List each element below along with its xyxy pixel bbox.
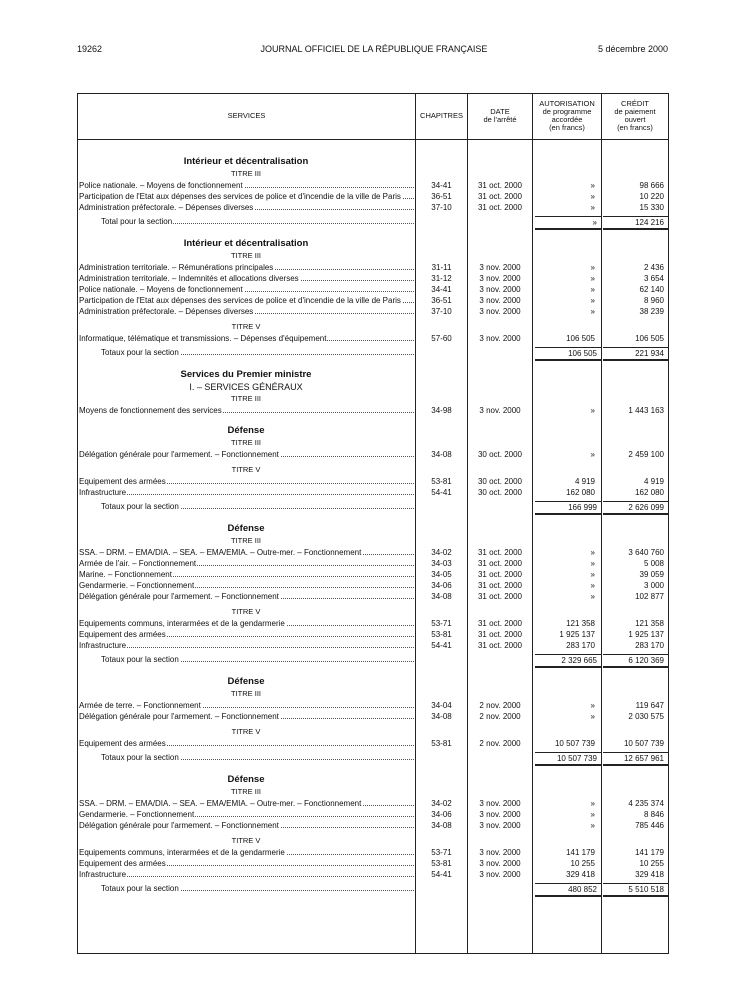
total-label — [101, 347, 415, 358]
row-date: 31 oct. 2000 — [477, 559, 523, 568]
titre-heading: TITRE V — [231, 465, 261, 474]
row-credit: 106 505 — [635, 334, 664, 343]
row-date: 3 nov. 2000 — [479, 263, 521, 272]
row-autorisation: » — [590, 712, 595, 721]
row-chapitre: 34-08 — [431, 592, 452, 601]
table-row — [77, 476, 669, 487]
row-label-text: Equipements communs, interarmées et de la gendarmerie — [79, 619, 285, 628]
row-label-text: Equipement des armées — [79, 630, 166, 639]
total-label-text: Total pour la section — [101, 217, 173, 226]
total-row — [77, 347, 669, 358]
row-label-text: Participation de l'Etat aux dépenses des services de police et d'incendie de la ville de Paris — [79, 296, 401, 305]
titre-heading: TITRE III — [231, 394, 261, 403]
row-date: 3 nov. 2000 — [479, 821, 521, 830]
row-label — [79, 262, 415, 273]
row-autorisation: 4 919 — [574, 477, 595, 486]
row-date: 31 oct. 2000 — [477, 192, 523, 201]
row-autorisation: » — [590, 406, 595, 415]
row-autorisation: » — [590, 592, 595, 601]
row-label — [79, 858, 415, 869]
row-label-text: Participation de l'Etat aux dépenses des services de police et d'incendie de la ville de Paris — [79, 192, 401, 201]
table-row — [77, 711, 669, 722]
row-date: 3 nov. 2000 — [479, 296, 521, 305]
row-date: 3 nov. 2000 — [479, 870, 521, 879]
table-row — [77, 306, 669, 317]
column-header-credit-line: CRÉDIT — [621, 99, 649, 108]
table-row — [77, 798, 669, 809]
section-title: Intérieur et décentralisation — [183, 156, 309, 167]
row-date: 31 oct. 2000 — [477, 181, 523, 190]
column-header-autorisation — [533, 96, 601, 136]
total-label-text: Totaux pour la section — [101, 502, 179, 511]
row-credit: 10 220 — [639, 192, 664, 201]
row-date: 2 nov. 2000 — [479, 739, 521, 748]
table-row — [77, 869, 669, 880]
table-row — [77, 547, 669, 558]
titre-heading: TITRE III — [231, 438, 261, 447]
total-credit: 5 510 518 — [603, 883, 668, 897]
row-chapitre: 34-41 — [431, 285, 452, 294]
column-header-chapitres-label: CHAPITRES — [420, 111, 463, 120]
column-header-credit-line: ouvert — [624, 115, 646, 124]
total-credit: 6 120 369 — [603, 654, 668, 668]
row-date: 3 nov. 2000 — [479, 848, 521, 857]
section-title: Défense — [227, 676, 265, 687]
row-label-text: Equipement des armées — [79, 477, 166, 486]
row-autorisation: 162 080 — [566, 488, 595, 497]
row-credit: 2 436 — [643, 263, 664, 272]
table-row — [77, 591, 669, 602]
titre-heading: TITRE III — [231, 689, 261, 698]
row-label — [79, 284, 415, 295]
row-credit: 98 666 — [639, 181, 664, 190]
row-date: 31 oct. 2000 — [477, 548, 523, 557]
row-autorisation: » — [590, 285, 595, 294]
row-date: 30 oct. 2000 — [477, 477, 523, 486]
total-row — [77, 501, 669, 512]
column-header-credit-line: (en francs) — [617, 123, 653, 132]
row-chapitre: 34-02 — [431, 548, 452, 557]
issue-date: 5 décembre 2000 — [597, 44, 668, 54]
row-autorisation: » — [590, 296, 595, 305]
row-credit: 4 919 — [643, 477, 664, 486]
row-credit: 102 877 — [635, 592, 664, 601]
row-date: 2 nov. 2000 — [479, 712, 521, 721]
row-label — [79, 798, 415, 809]
total-label — [101, 216, 415, 227]
row-chapitre: 37-10 — [431, 203, 452, 212]
column-header-autorisation-line: accordée — [551, 115, 583, 124]
titre-heading: TITRE V — [231, 836, 261, 845]
row-credit: 141 179 — [635, 848, 664, 857]
row-label — [79, 820, 415, 831]
row-autorisation: » — [590, 263, 595, 272]
table-row — [77, 629, 669, 640]
row-label-text: Moyens de fonctionnement des services — [79, 406, 222, 415]
titre-heading: TITRE V — [231, 607, 261, 616]
row-autorisation: » — [590, 192, 595, 201]
page-number: 19262 — [77, 44, 103, 54]
row-chapitre: 53-81 — [431, 630, 452, 639]
section-title: Services du Premier ministre — [180, 369, 312, 380]
row-date: 31 oct. 2000 — [477, 592, 523, 601]
total-autorisation: 2 329 665 — [535, 654, 601, 668]
row-date: 31 oct. 2000 — [477, 641, 523, 650]
row-label — [79, 547, 415, 558]
row-autorisation: 283 170 — [566, 641, 595, 650]
table-row — [77, 700, 669, 711]
row-date: 31 oct. 2000 — [477, 570, 523, 579]
row-label — [79, 809, 415, 820]
column-header-credit-line: de paiement — [614, 107, 656, 116]
row-label — [79, 580, 415, 591]
row-label — [79, 869, 415, 880]
row-date: 31 oct. 2000 — [477, 619, 523, 628]
row-credit: 1 925 137 — [628, 630, 664, 639]
row-credit: 5 008 — [643, 559, 664, 568]
table-row — [77, 262, 669, 273]
row-date: 3 nov. 2000 — [479, 859, 521, 868]
row-credit: 10 507 739 — [623, 739, 664, 748]
row-chapitre: 53-71 — [431, 848, 452, 857]
row-credit: 283 170 — [635, 641, 664, 650]
row-credit: 2 459 100 — [628, 450, 664, 459]
row-label — [79, 569, 415, 580]
column-header-date — [468, 96, 532, 136]
row-chapitre: 34-41 — [431, 181, 452, 190]
row-credit: 3 000 — [643, 581, 664, 590]
row-chapitre: 53-81 — [431, 739, 452, 748]
row-credit: 2 030 575 — [628, 712, 664, 721]
row-label — [79, 629, 415, 640]
row-credit: 4 235 374 — [628, 799, 664, 808]
row-chapitre: 36-51 — [431, 192, 452, 201]
row-autorisation: » — [590, 274, 595, 283]
row-label — [79, 847, 415, 858]
row-label-text: Armée de l'air. – Fonctionnement — [79, 559, 197, 568]
row-label-text: Administration territoriale. – Rémunérations principales — [79, 263, 274, 272]
titre-heading: TITRE III — [231, 787, 261, 796]
row-autorisation: 10 255 — [570, 859, 595, 868]
journal-title: JOURNAL OFFICIEL DE LA RÉPUBLIQUE FRANÇAISE — [260, 44, 488, 54]
row-label — [79, 640, 415, 651]
table-body — [77, 155, 669, 904]
row-date: 30 oct. 2000 — [477, 450, 523, 459]
row-label — [79, 191, 415, 202]
total-row — [77, 654, 669, 665]
row-autorisation: » — [590, 581, 595, 590]
total-label — [101, 883, 415, 894]
row-date: 3 nov. 2000 — [479, 406, 521, 415]
section-title: Intérieur et décentralisation — [183, 238, 309, 249]
header-divider — [77, 139, 669, 140]
row-label-text: Administration préfectorale. – Dépenses diverses — [79, 203, 254, 212]
row-label — [79, 273, 415, 284]
row-chapitre: 53-81 — [431, 477, 452, 486]
row-label-text: Gendarmerie. – Fonctionnement — [79, 810, 195, 819]
row-autorisation: 1 925 137 — [559, 630, 595, 639]
column-header-services-label: SERVICES — [227, 111, 266, 120]
total-row — [77, 752, 669, 763]
row-label-text: Police nationale. – Moyens de fonctionnement — [79, 285, 243, 294]
row-label — [79, 738, 415, 749]
row-label — [79, 711, 415, 722]
column-header-autorisation-line: (en francs) — [549, 123, 585, 132]
table-row — [77, 820, 669, 831]
titre-heading: TITRE III — [231, 251, 261, 260]
row-date: 2 nov. 2000 — [479, 701, 521, 710]
table-row — [77, 558, 669, 569]
row-autorisation: » — [590, 821, 595, 830]
row-chapitre: 34-02 — [431, 799, 452, 808]
column-header-date-line: DATE — [490, 107, 510, 116]
table-row — [77, 569, 669, 580]
total-label — [101, 752, 415, 763]
row-credit: 8 846 — [643, 810, 664, 819]
table-row — [77, 405, 669, 416]
row-label-text: Gendarmerie. – Fonctionnement — [79, 581, 195, 590]
column-header-services — [78, 96, 415, 136]
row-credit: 38 239 — [639, 307, 664, 316]
total-autorisation: » — [535, 216, 601, 230]
total-autorisation: 166 999 — [535, 501, 601, 515]
table-row — [77, 284, 669, 295]
total-label-text: Totaux pour la section — [101, 655, 179, 664]
row-credit: 119 647 — [635, 701, 664, 710]
row-label — [79, 487, 415, 498]
total-label — [101, 501, 415, 512]
table-row — [77, 202, 669, 213]
row-credit: 3 640 760 — [628, 548, 664, 557]
row-chapitre: 31-12 — [431, 274, 452, 283]
table-row — [77, 487, 669, 498]
row-autorisation: » — [590, 450, 595, 459]
row-label — [79, 306, 415, 317]
row-label — [79, 558, 415, 569]
row-credit: 162 080 — [635, 488, 664, 497]
total-credit: 2 626 099 — [603, 501, 668, 515]
row-label-text: SSA. – DRM. – EMA/DIA. – SEA. – EMA/EMIA. – Outre-mer. – Fonctionnement — [79, 799, 362, 808]
row-date: 3 nov. 2000 — [479, 334, 521, 343]
section-subtitle: I. – SERVICES GÉNÉRAUX — [189, 382, 303, 392]
row-autorisation: » — [590, 570, 595, 579]
row-label-text: Armée de terre. – Fonctionnement — [79, 701, 201, 710]
row-autorisation: » — [590, 203, 595, 212]
total-row — [77, 883, 669, 894]
row-credit: 39 059 — [639, 570, 664, 579]
column-header-credit — [602, 96, 668, 136]
row-label-text: Administration territoriale. – Indemnités et allocations diverses — [79, 274, 299, 283]
row-chapitre: 34-08 — [431, 450, 452, 459]
row-label-text: Administration préfectorale. – Dépenses diverses — [79, 307, 254, 316]
row-chapitre: 34-06 — [431, 581, 452, 590]
column-header-date-line: de l'arrêté — [483, 115, 517, 124]
row-label-text: Police nationale. – Moyens de fonctionnement — [79, 181, 243, 190]
row-autorisation: » — [590, 548, 595, 557]
titre-heading: TITRE V — [231, 727, 261, 736]
row-label-text: Equipement des armées — [79, 739, 166, 748]
row-label — [79, 449, 415, 460]
row-chapitre: 36-51 — [431, 296, 452, 305]
total-label-text: Totaux pour la section — [101, 348, 179, 357]
row-label-text: Equipements communs, interarmées et de la gendarmerie — [79, 848, 285, 857]
table-row — [77, 180, 669, 191]
row-label-text: Infrastructure — [79, 870, 127, 879]
section-title: Défense — [227, 425, 265, 436]
column-header-autorisation-line: AUTORISATION — [539, 99, 595, 108]
row-chapitre: 34-08 — [431, 712, 452, 721]
total-autorisation: 106 505 — [535, 347, 601, 361]
section-title: Défense — [227, 523, 265, 534]
section-title: Défense — [227, 774, 265, 785]
row-date: 31 oct. 2000 — [477, 630, 523, 639]
row-chapitre: 31-11 — [431, 263, 452, 272]
row-chapitre: 34-05 — [431, 570, 452, 579]
spacer — [77, 416, 669, 424]
table-row — [77, 738, 669, 749]
table-row — [77, 191, 669, 202]
row-autorisation: 10 507 739 — [554, 739, 595, 748]
total-credit: 124 216 — [603, 216, 668, 230]
row-date: 3 nov. 2000 — [479, 810, 521, 819]
row-credit: 121 358 — [635, 619, 664, 628]
row-label — [79, 405, 415, 416]
row-chapitre: 54-41 — [431, 870, 452, 879]
row-chapitre: 53-81 — [431, 859, 452, 868]
row-date: 31 oct. 2000 — [477, 203, 523, 212]
row-label — [79, 591, 415, 602]
row-label — [79, 700, 415, 711]
row-date: 3 nov. 2000 — [479, 285, 521, 294]
row-credit: 785 446 — [635, 821, 664, 830]
row-chapitre: 34-98 — [431, 406, 452, 415]
table-row — [77, 273, 669, 284]
row-chapitre: 54-41 — [431, 488, 452, 497]
table-row — [77, 580, 669, 591]
row-autorisation: 141 179 — [566, 848, 595, 857]
row-credit: 15 330 — [639, 203, 664, 212]
total-label-text: Totaux pour la section — [101, 753, 179, 762]
row-date: 3 nov. 2000 — [479, 799, 521, 808]
table-row — [77, 858, 669, 869]
table-row — [77, 640, 669, 651]
row-autorisation: 329 418 — [566, 870, 595, 879]
row-autorisation: » — [590, 559, 595, 568]
row-label-text: Délégation générale pour l'armement. – Fonctionnement — [79, 712, 279, 721]
total-credit: 12 657 961 — [603, 752, 668, 766]
total-label — [101, 654, 415, 665]
table-row — [77, 449, 669, 460]
row-credit: 62 140 — [639, 285, 664, 294]
row-label — [79, 333, 415, 344]
row-chapitre: 34-08 — [431, 821, 452, 830]
row-chapitre: 34-06 — [431, 810, 452, 819]
row-chapitre: 53-71 — [431, 619, 452, 628]
total-autorisation: 480 852 — [535, 883, 601, 897]
row-credit: 3 654 — [643, 274, 664, 283]
row-chapitre: 57-60 — [431, 334, 452, 343]
table-row — [77, 618, 669, 629]
row-autorisation: » — [590, 181, 595, 190]
row-label-text: Infrastructure — [79, 488, 127, 497]
titre-heading: TITRE III — [231, 536, 261, 545]
row-autorisation: » — [590, 810, 595, 819]
row-credit: 329 418 — [635, 870, 664, 879]
row-credit: 8 960 — [643, 296, 664, 305]
row-chapitre: 37-10 — [431, 307, 452, 316]
row-label — [79, 295, 415, 306]
row-chapitre: 54-41 — [431, 641, 452, 650]
titre-heading: TITRE V — [231, 322, 261, 331]
row-label-text: Délégation générale pour l'armement. – Fonctionnement — [79, 592, 279, 601]
row-credit: 1 443 163 — [628, 406, 664, 415]
row-label-text: Equipement des armées — [79, 859, 166, 868]
row-date: 31 oct. 2000 — [477, 581, 523, 590]
row-label-text: Marine. – Fonctionnement — [79, 570, 172, 579]
column-header-chapitres — [416, 96, 467, 136]
row-label-text: SSA. – DRM. – EMA/DIA. – SEA. – EMA/EMIA. – Outre-mer. – Fonctionnement — [79, 548, 362, 557]
row-label — [79, 180, 415, 191]
row-chapitre: 34-04 — [431, 701, 452, 710]
row-label — [79, 476, 415, 487]
row-label — [79, 202, 415, 213]
total-label-text: Totaux pour la section — [101, 884, 179, 893]
row-label — [79, 618, 415, 629]
row-autorisation: 106 505 — [566, 334, 595, 343]
row-date: 30 oct. 2000 — [477, 488, 523, 497]
row-autorisation: » — [590, 799, 595, 808]
total-autorisation: 10 507 739 — [535, 752, 601, 766]
titre-heading: TITRE III — [231, 169, 261, 178]
table-row — [77, 333, 669, 344]
row-chapitre: 34-03 — [431, 559, 452, 568]
row-label-text: Délégation générale pour l'armement. – Fonctionnement — [79, 450, 279, 459]
row-label-text: Infrastructure — [79, 641, 127, 650]
row-autorisation: » — [590, 307, 595, 316]
column-header-autorisation-line: de programme — [542, 107, 592, 116]
table-row — [77, 847, 669, 858]
row-credit: 10 255 — [639, 859, 664, 868]
row-autorisation: 121 358 — [566, 619, 595, 628]
table-row — [77, 809, 669, 820]
table-row — [77, 295, 669, 306]
total-credit: 221 934 — [603, 347, 668, 361]
row-label-text: Délégation générale pour l'armement. – Fonctionnement — [79, 821, 279, 830]
row-date: 3 nov. 2000 — [479, 307, 521, 316]
row-date: 3 nov. 2000 — [479, 274, 521, 283]
total-row — [77, 216, 669, 227]
row-label-text: Informatique, télématique et transmissions. – Dépenses d'équipement — [79, 334, 327, 343]
row-autorisation: » — [590, 701, 595, 710]
